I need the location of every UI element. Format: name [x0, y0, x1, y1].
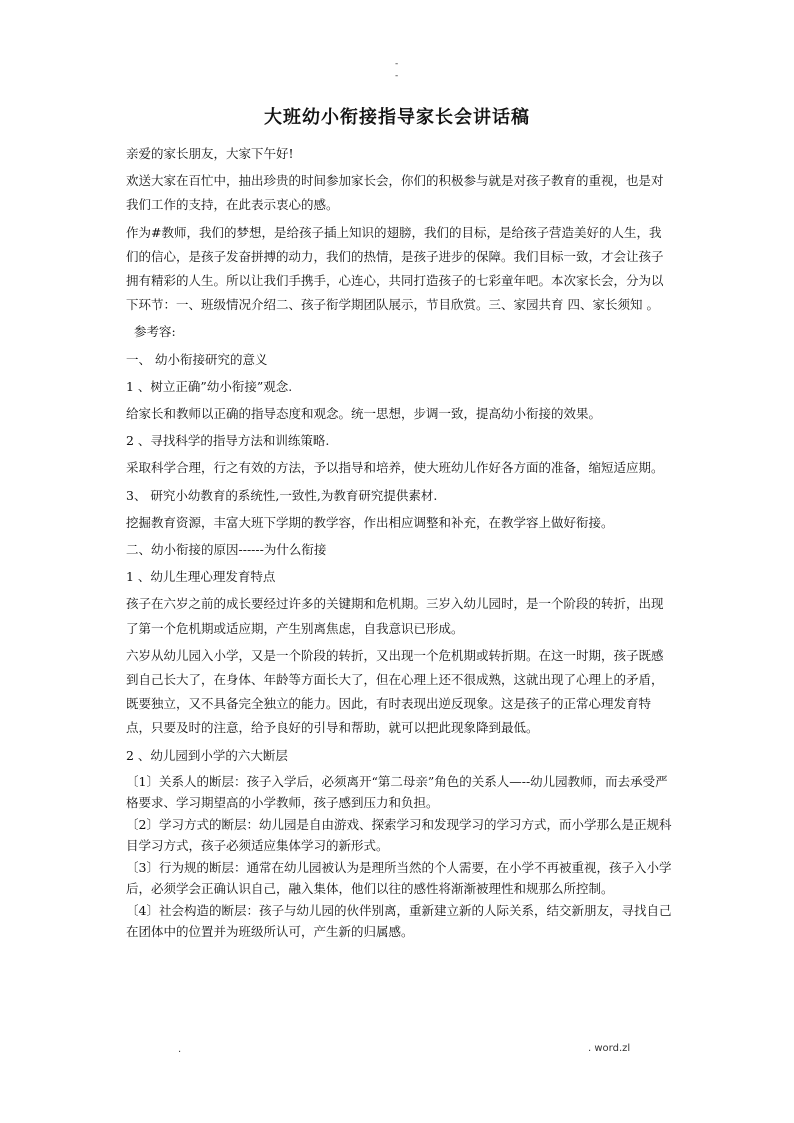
paragraph: 挖掘教育资源，丰富大班下学期的教学容，作出相应调整和补充，在教学容上做好衔接。: [126, 514, 614, 530]
list-item: 〔1〕关系人的断层：孩子入学后，必须离开“第二母亲”角色的关系人—--幼儿园教师，而去承受严格要求、学习期望高的小学教师，孩子感到压力和负担。: [126, 773, 668, 811]
section-heading: 二、幼小衔接的原因------为什么衔接: [126, 542, 327, 558]
subheading: 2 、幼儿园到小学的六大断层: [126, 747, 288, 763]
paragraph: 六岁从幼儿园入小学，又是一个阶段的转折，又出现一个危机期或转折期。在这一时期，孩子既感到自己长大了，在身体、年龄等方面长大了，但在心理上还不很成熟，这就出现了心理上的矛盾，既要独立，又不具备完全独立的能力。因此，有时表现出逆反现象。这是孩子的正常心理发育特点，只要及时的注意，给予良好的引导和帮助，就可以把此现象降到最低。: [126, 647, 664, 736]
paragraph: 给家长和教师以正确的指导态度和观念。统一思想，步调一致，提高幼小衔接的效果。: [126, 406, 602, 422]
footer-left-mark: .: [178, 1044, 182, 1055]
subheading: 1 、树立正确”幼小衔接”观念.: [126, 378, 293, 394]
document-body: [126, 142, 672, 943]
list-item: 〔3〕行为规的断层：通常在幼儿园被认为是理所当然的个人需要，在小学不再被重视，孩子入小学后，必须学会正确认识自己，融入集体，他们以往的感性将渐渐被理性和规那么所控制。: [126, 859, 672, 897]
paragraph: 参考容:: [134, 324, 176, 340]
section-heading: 一、 幼小衔接研究的意义: [126, 351, 268, 367]
subheading: 3、 研究小幼教育的系统性,一致性,为教育研究提供素材.: [126, 487, 438, 503]
header-mark-top: -: [395, 59, 399, 69]
header-mark-bottom: -: [395, 71, 399, 81]
footer-right-text: . word.zl: [588, 1043, 631, 1054]
paragraph: 亲爱的家长朋友，大家下午好!: [126, 146, 294, 161]
subheading: 2 、寻找科学的指导方法和训练策略.: [126, 433, 330, 449]
paragraph: 孩子在六岁之前的成长要经过许多的关键期和危机期。三岁入幼儿园时，是一个阶段的转折，出现了第一个危机期或适应期，产生别离焦虑，自我意识已形成。: [126, 596, 664, 636]
paragraph: 作为#教师，我们的梦想，是给孩子插上知识的翅膀，我们的目标，是给孩子营造美好的人生，我们的信心，是孩子发奋拼搏的动力，我们的热情，是孩子进步的保障。我们目标一致，才会让孩子拥有精彩的人生。所以让我们手携手，心连心，共同打造孩子的七彩童年吧。本次家长会，分为以下环节：一、班级情况介绍二、孩子衔学期团队展示，节目欣赏。三、家园共育 四、家长须知 。: [126, 224, 664, 313]
document-title: 大班幼小衔接指导家长会讲话稿: [264, 107, 530, 128]
subheading: 1 、幼儿生理心理发育特点: [126, 569, 276, 585]
list-item: 〔2〕学习方式的断层：幼儿园是自由游戏、探索学习和发现学习的学习方式，而小学那么是正规科目学习方式，孩子必须适应集体学习的新形式。: [126, 816, 672, 854]
paragraph: 采取科学合理，行之有效的方法，予以指导和培养，使大班幼儿作好各方面的准备，缩短适应期。: [126, 460, 664, 476]
list-item: 〔4〕社会构造的断层：孩子与幼儿园的伙伴别离，重新建立新的人际关系，结交新朋友，寻找自己在团体中的位置并为班级所认可，产生新的归属感。: [126, 902, 672, 940]
paragraph: 欢送大家在百忙中，抽出珍贵的时间参加家长会，你们的积极参与就是对孩子教育的重视，也是对我们工作的支持，在此表示衷心的感。: [126, 173, 664, 213]
